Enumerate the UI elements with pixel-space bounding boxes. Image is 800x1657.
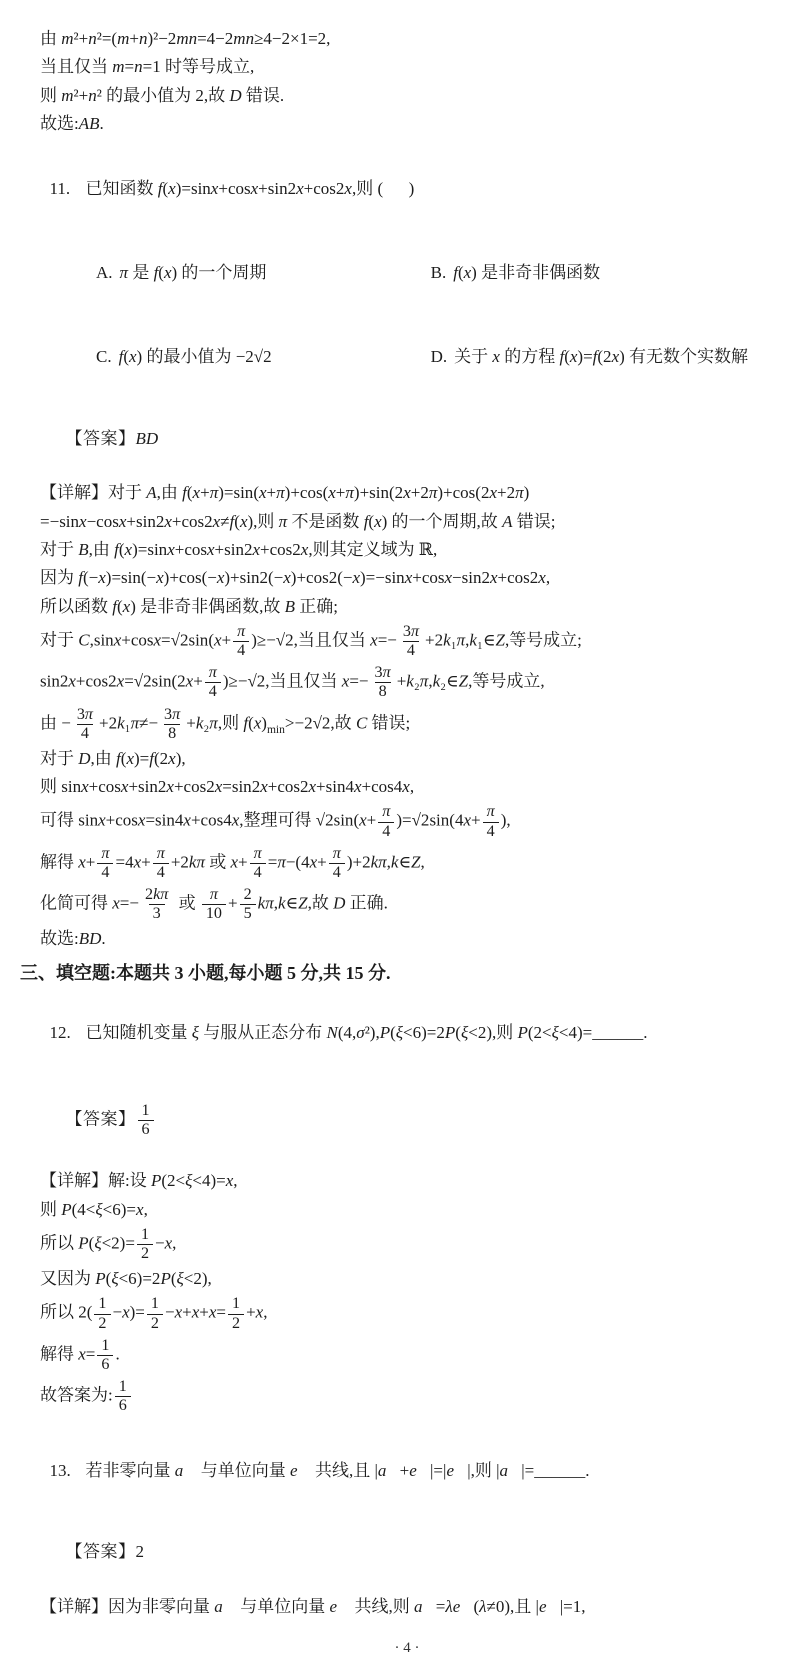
solution-line: 又因为 P(ξ<6)=2P(ξ<2), [40, 1269, 212, 1289]
solution-line: 解得 x+ $\frac{\pi}{4}$ =4x+ $\frac{\pi}{4}$ +2kπ 或 x+ $\frac{\pi}{4}$ =π−(4x+ $\frac{\pi}{4}$ )+2kπ,k∈Z, [40, 844, 425, 881]
option-b [397, 234, 774, 311]
solution-line: 故答案为: $\frac{1}{6}$ [40, 1377, 774, 1416]
answer-value: $\frac{1}{6}$ [136, 1109, 156, 1128]
answer-value: 2 [135, 1542, 144, 1562]
solution-line: 所以 P(ξ<2)= $\frac{1}{2}$ −x, [40, 1225, 177, 1262]
solution-line: 对于 D,由 f(x)=f(2x), [40, 748, 186, 768]
answer-label: 【答案】 [65, 1542, 136, 1562]
question-stem-line [24, 1432, 774, 1511]
answer-value: BD [135, 428, 159, 448]
option-text: f(x) 的最小值为 −2√2 [118, 347, 272, 367]
answer-line [40, 1513, 774, 1592]
solution-line: 由 − $\frac{3\pi}{4}$ +2k₁π≠− $\frac{3\pi}{8}$ +k₂π,则 $f(x)_{min}>-2√2$,故 C 错误; [40, 705, 411, 742]
answer-line [40, 399, 774, 478]
solution-line: 因为 f(−x)=sin(−x)+cos(−x)+sin2(−x)+cos2(−x)=−sinx+cosx−sin2x+cos2x, [40, 568, 551, 588]
option-label: D. [430, 347, 448, 367]
option-a [62, 234, 397, 311]
solution-line: sin2x+cos2x=√2sin(2x+ $\frac{\pi}{4}$ )≥−√2,当且仅当 x=− $\frac{3\pi}{8}$ +k₂π,k₂∈Z,等号成立, [40, 664, 545, 701]
page-number: · 4 · [394, 1640, 420, 1657]
question-number: 12. [49, 1022, 71, 1042]
option-text: 关于 x 的方程 f(x)=f(2x) 有无数个实数解 [454, 347, 749, 367]
solution-line: 则 m²+n² 的最小值为 2,故 D 错误. [40, 85, 285, 105]
option-text: π 是 f(x) 的一个周期 [119, 262, 267, 282]
answer-line [40, 1074, 774, 1166]
solution-line: 【详解】因为非零向量 a⃗ 与单位向量 e⃗ 共线,则 a⃗=λe⃗(λ≠0),且 |e⃗|=1, [40, 1597, 586, 1617]
question-stem: 若非零向量 a⃗ 与单位向量 e⃗ 共线,且 |a⃗+e⃗|=|e⃗|,则 |a⃗|=______. [85, 1461, 590, 1481]
question-12-block [40, 993, 774, 1416]
solution-line: 对于 C,sinx+cosx=√2sin(x+ $\frac{\pi}{4}$ )≥−√2,当且仅当 x=− $\frac{3\pi}{4}$ +2k₁π,k₁∈Z,等号成立; [40, 623, 582, 660]
solution-line: 故选:BD. [40, 928, 106, 948]
solution-line: 由 m²+n²=(m+n)²−2mn=4−2mn≥4−2×1=2, [40, 29, 331, 48]
solution-line: 化简可得 x=− $\frac{2k\pi}{3}$ 或 $\frac{\pi}{10}$ + $\frac{2}{5}$ kπ,k∈Z,故 D 正确. [40, 885, 388, 922]
option-c [62, 319, 397, 396]
option-label: C. [96, 347, 112, 367]
section-heading: 三、填空题:本题共 3 小题,每小题 5 分,共 15 分. [20, 963, 391, 984]
solution-line: 对于 B,由 f(x)=sinx+cosx+sin2x+cos2x,则其定义域为 ℝ, [40, 540, 438, 560]
solution-line: 当且仅当 m=n=1 时等号成立, [40, 57, 255, 77]
solution-line: 则 P(4<ξ<6)=x, [40, 1199, 148, 1219]
options-grid [62, 234, 774, 395]
solution-line: 解得 x= $\frac{1}{6}$ . [40, 1336, 120, 1373]
question-11-block [40, 149, 774, 952]
option-text: f(x) 是非奇非偶函数 [453, 262, 601, 282]
option-label: A. [96, 262, 113, 282]
option-d [397, 319, 774, 396]
solution-line: 所以函数 f(x) 是非奇非偶函数,故 B 正确; [40, 596, 338, 616]
question-stem-line [24, 993, 774, 1072]
solution-line: 则 sinx+cosx+sin2x+cos2x=sin2x+cos2x+sin4x+cos4x, [40, 777, 415, 797]
prev-solution-block [40, 26, 774, 137]
solution-line: 所以 2( $\frac{1}{2}$ −x)= $\frac{1}{2}$ −x+x+x= $\frac{1}{2}$ +x, [40, 1295, 268, 1332]
solution-line: 【详解】对于 A,由 f(x+π)=sin(x+π)+cos(x+π)+sin(2x+2π)+cos(2x+2π) [40, 483, 530, 503]
question-stem: 已知函数 f(x)=sinx+cosx+sin2x+cos2x,则 ( ) [85, 178, 415, 198]
solution-line: 故选:AB. [40, 114, 104, 134]
solution-line: =−sinx−cosx+sin2x+cos2x≠f(x),则 π 不是函数 f(x) 的一个周期,故 A 错误; [40, 511, 556, 531]
solution-line: 【详解】解:设 P(2<ξ<4)=x, [40, 1171, 238, 1191]
question-number: 13. [49, 1461, 71, 1481]
question-stem: 已知随机变量 ξ 与服从正态分布 N(4,σ²),P(ξ<6)=2P(ξ<2),则 P(2<ξ<4)=______. [85, 1022, 648, 1042]
solution-line: 可得 sinx+cosx=sin4x+cos4x,整理可得 √2sin(x+ $\frac{\pi}{4}$ )=√2sin(4x+ $\frac{\pi}{4}$ ), [40, 803, 511, 840]
question-number: 11. [49, 178, 71, 198]
answer-label: 【答案】 [65, 1109, 136, 1129]
question-stem-line [24, 149, 774, 228]
question-13-block [40, 1432, 774, 1620]
answer-label: 【答案】 [65, 428, 136, 448]
option-label: B. [430, 262, 447, 282]
